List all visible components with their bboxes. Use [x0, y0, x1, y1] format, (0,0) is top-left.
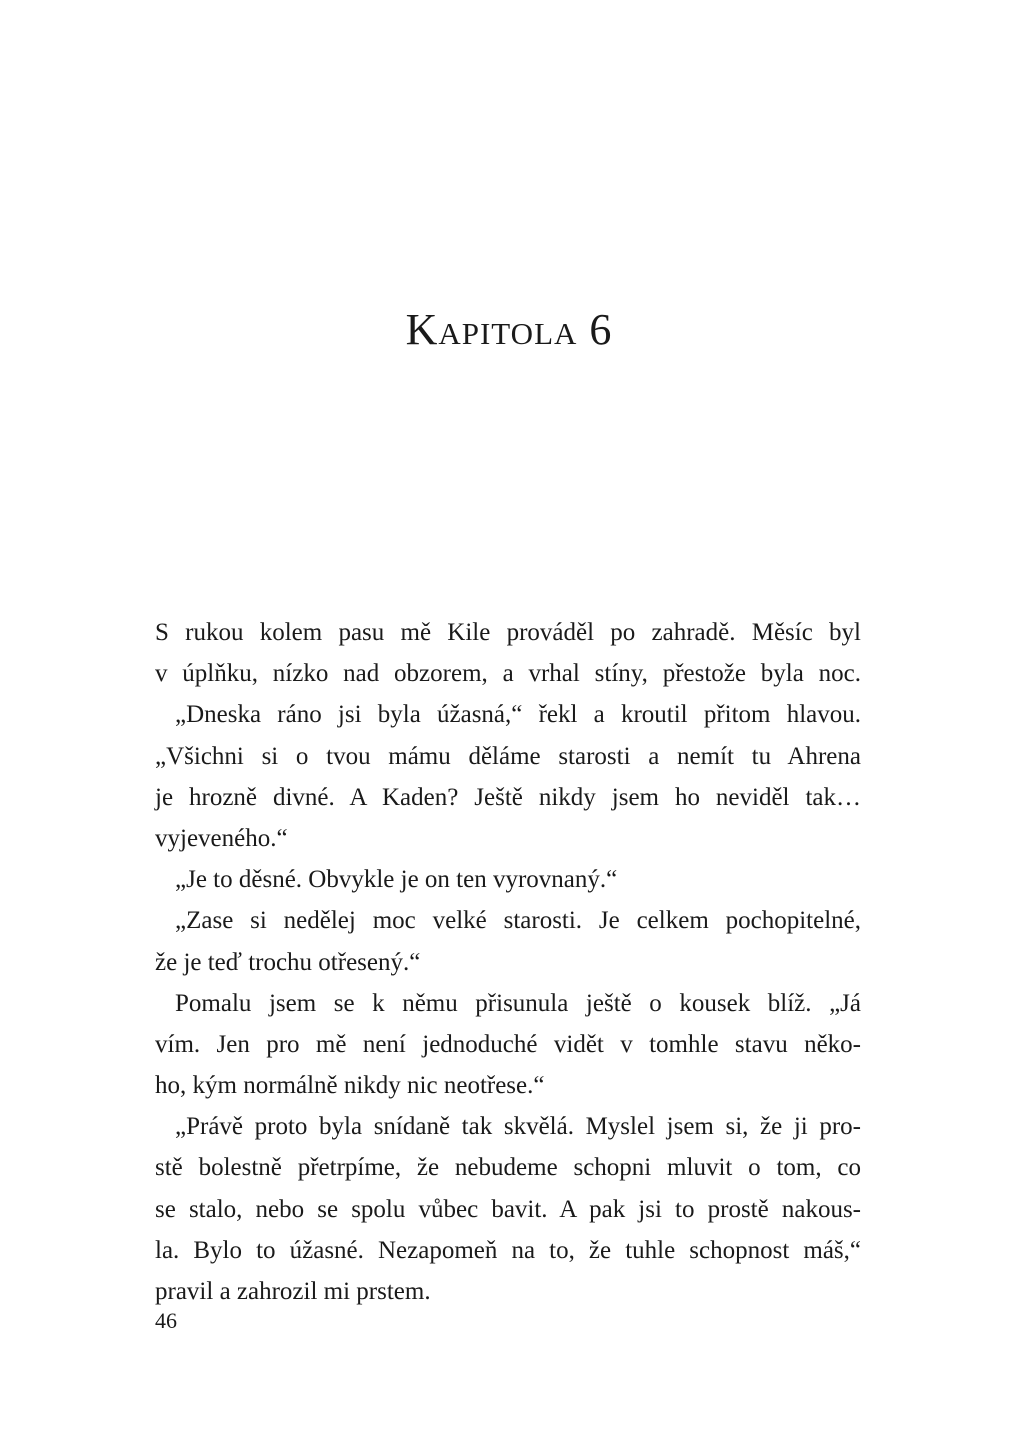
text-line: vyjeveného.“: [155, 824, 288, 852]
chapter-title: Kapitola 6: [405, 305, 613, 354]
text-line: vím. Jen pro mě není jednoduché vidět v tomhle stavu někо-: [155, 1030, 861, 1058]
text-line: la. Bylo to úžasné. Nezapomeň na to, že tuhle schopnost máš,“: [155, 1236, 861, 1264]
text-line: v úplňku, nízko nad obzorem, a vrhal stíny, přestože byla noc.: [155, 660, 861, 688]
page-number: 46: [155, 1308, 177, 1333]
chapter-body: [155, 612, 861, 1312]
text-line: Pomalu jsem se k němu přisunula ještě o kousek blíž. „Já: [175, 989, 861, 1017]
text-line: stě bolestně přetrpíme, že nebudeme schopni mluvit o tom, co: [155, 1154, 861, 1182]
text-line: že je teď trochu otřesený.“: [155, 948, 421, 976]
text-line: se stalo, nebo se spolu vůbec bavit. A pak jsi to prostě nakous-: [155, 1195, 861, 1223]
text-line: „Je to děsné. Obvykle je on ten vyrovnaný.“: [175, 866, 618, 894]
text-line: „Dneska ráno jsi byla úžasná,“ řekl a kroutil přitom hlavou.: [175, 701, 861, 729]
text-line: „Právě proto byla snídaně tak skvělá. Myslel jsem si, že ji pro-: [175, 1113, 861, 1141]
text-line: „Všichni si o tvou mámu děláme starosti a nemít tu Ahrena: [155, 742, 861, 770]
text-line: S rukou kolem pasu mě Kile prováděl po zahradě. Měsíc byl: [155, 619, 861, 646]
text-line: pravil a zahrozil mi prstem.: [155, 1278, 431, 1305]
text-line: „Zase si nedělej moc velké starosti. Je celkem pochopitelné,: [175, 907, 861, 935]
text-line: ho, kým normálně nikdy nic neotřese.“: [155, 1072, 545, 1100]
text-line: je hrozně divné. A Kaden? Ještě nikdy jsem ho neviděl tak…: [155, 783, 861, 811]
